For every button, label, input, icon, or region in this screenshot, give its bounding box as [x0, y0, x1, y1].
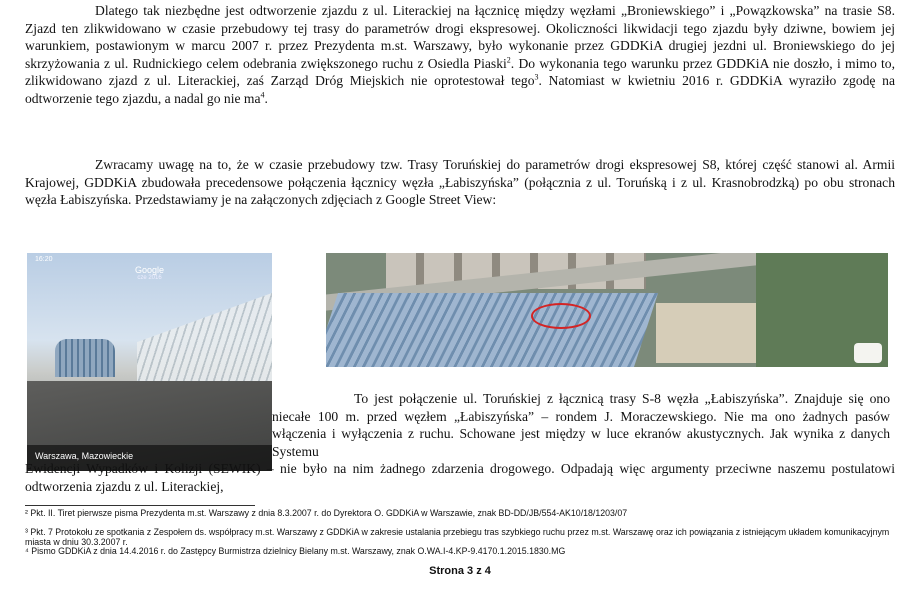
footnote-3: ³ Pkt. 7 Protokołu ze spotkania z Zespołem ds. współpracy m.st. Warszawy z GDDKiA w zakresie ustalania przebiegu tras szybkiego ruchu przez m.st. Warszawę oraz ich powiązania z istniejącym układem komunikacyjnym miasta w dniu 30.3.2007 r. [25, 527, 890, 547]
paragraph-1: Dlatego tak niezbędne jest odtworzenie zjazdu z ul. Literackiej na łącznicę między węzłami „Broniewskiego” i „Powązkowska” na trasie S8. Zjazd ten zlikwidowano w czasie przebudowy tej trasy do parametrów drogi ekspresowej. Okoliczności likwidacji tego zjazdu były dziwne, bowiem jej warunkiem, postawionym w marcu 2007 r. przez Prezydenta m.st. Warszawy, było wykonanie przez GDDKiA drugiej jezdni ul. Broniewskiego do jej skrzyżowania z ul. Rudnickiego celem odebrania zwiększonego ruchu z Osiedla Piaski$^2$. Do wykonania tego warunku przez GDDKiA nie doszło, i mimo to, zlikwidowano zjazd z ul. Literackiej, zaś Zarząd Dróg Miejskich nie oprotestował tego$^3$. Natomiast w kwietniu 2016 r. GDDKiA wyraziło zgodę na odtworzenie tego zjazdu, a nadal go nie $ma^4$. [25, 3, 896, 106]
highlight-circle [531, 303, 591, 329]
station-roof [326, 293, 658, 367]
paragraph-3-continued: Ewidencji Wypadków i Kolizji (SEWIK) – nie było na nim żadnego zdarzenia drogowego. Odpadają więc argumenty przeciwne naszemu postulatowi odtworzenia zjazdu z ul. Literackiej, [25, 461, 895, 494]
footnote-divider [25, 505, 255, 506]
google-title: Google [134, 265, 165, 275]
building-in-distance [55, 339, 115, 377]
footnote-4: ⁴ Pismo GDDKiA z dnia 14.4.2016 r. do Zastępcy Burmistrza dzielnicy Bielany m.st. Warszawy, znak O.WA.I-4.KP-9.4170.1.2015.1830.MG [25, 546, 566, 556]
page-number: Strona 3 z 4 [429, 565, 491, 577]
status-time: 16:20 [35, 256, 53, 263]
google-date: cze 2016 [137, 275, 162, 281]
paragraph-3: To jest połączenie ul. Toruńskiej z łącznicą trasy S-8 węzła „Łabiszyńska”. Znajduje się ono niecałe 100 m. przed węzłem „Łabiszyńska” – rondem J. Moraczewskiego. Nie ma ono żadnych pasów włączenia i wyłączenia z ruchu. Schowane jest między w luce ekranów akustycznych. Jak wynika z danych Systemu [272, 391, 890, 459]
location-caption: Warszawa, Mazowieckie [27, 445, 272, 471]
paragraph-2: Zwracamy uwagę na to, że w czasie przebudowy tzw. Trasy Toruńskiej do parametrów drogi ekspresowej S8, której część stanowi al. Armii Krajowej, GDDKiA zbudowała precedensowe połączenia łącznicy węzła „Łabiszyńska” (połącznia z ul. Toruńską i z ul. Krasnobrodzką) po obu stronach węzła Łabiszyńska. Przedstawiamy je na załączonych zdjęciach z Google Street View: [25, 157, 895, 207]
logo-icon [854, 343, 882, 363]
street-view-photo [27, 253, 272, 471]
footnote-2: ² Pkt. II. Tiret pierwsze pisma Prezydenta m.st. Warszawy z dnia 8.3.2007 r. do Dyrektora O. GDDKiA w Warszawie, znak BD-DD/JB/554-AK10/18/1203/07 [25, 508, 628, 518]
aerial-photo [326, 253, 888, 367]
